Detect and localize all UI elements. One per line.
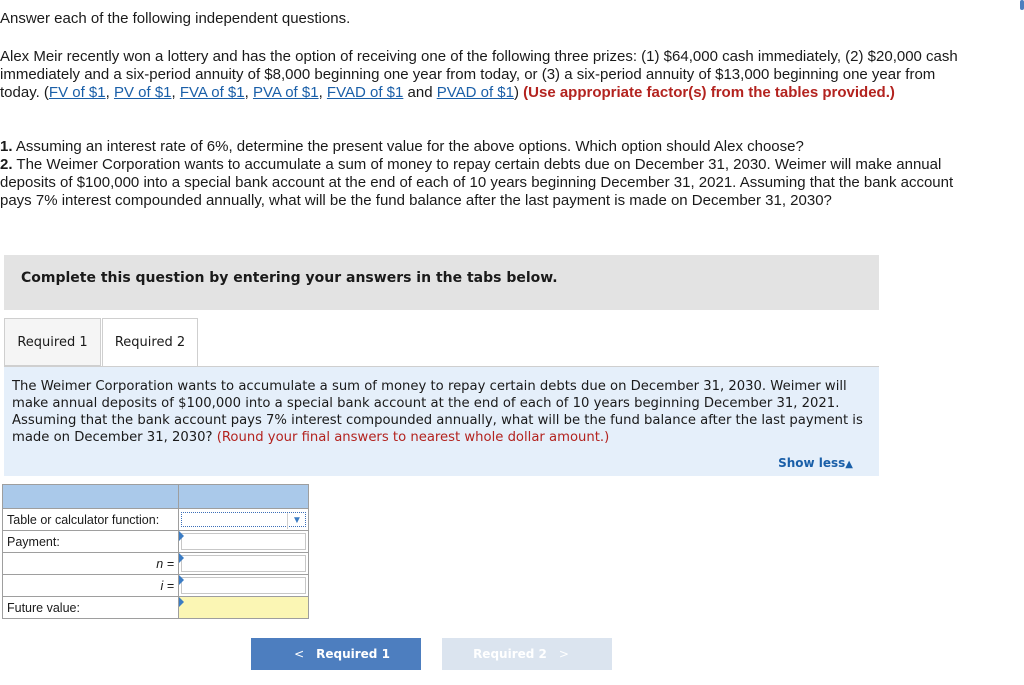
answer-table [2, 484, 309, 619]
link-fv-of-1[interactable]: FV of $1 [48, 84, 106, 101]
table-row [3, 509, 309, 531]
chevron-left-icon: < [294, 647, 305, 661]
instruction-banner-text: Complete this question by entering your answers in the tabs below. [21, 270, 558, 286]
n-input[interactable] [179, 553, 309, 575]
panel-instruction: (Round your final answers to nearest whole dollar amount.) [216, 430, 610, 445]
table-header-row [3, 485, 309, 509]
i-input[interactable] [179, 575, 309, 597]
link-pvad-of-1[interactable]: PVAD of $1 [436, 84, 514, 101]
question-items [0, 138, 975, 210]
row-label: Table or calculator function: [3, 509, 179, 531]
table-row [3, 553, 309, 575]
show-less-link[interactable] [778, 456, 853, 470]
prev-label: Required 1 [316, 647, 390, 661]
payment-input[interactable] [179, 531, 309, 553]
item-number: 2. [0, 156, 13, 173]
row-label: Payment: [3, 531, 179, 553]
i-field[interactable] [181, 577, 306, 594]
link-fva-of-1[interactable]: FVA of $1 [179, 84, 245, 101]
link-separator: , [105, 84, 114, 101]
table-header-cell [3, 485, 179, 509]
tab-required-1[interactable]: Required 1 [4, 318, 101, 366]
table-note: (Use appropriate factor(s) from the tables provided.) [523, 84, 895, 101]
input-marker-icon [179, 597, 184, 607]
table-row [3, 531, 309, 553]
input-marker-icon [179, 531, 184, 541]
question-scenario [0, 48, 960, 102]
row-label: i = [3, 575, 179, 597]
table-row [3, 597, 309, 619]
link-pva-of-1[interactable]: PVA of $1 [252, 84, 319, 101]
row-label: Future value: [3, 597, 179, 619]
instruction-banner [4, 255, 879, 310]
triangle-up-icon: ▲ [845, 459, 853, 470]
input-marker-icon [179, 553, 184, 563]
table-header-cell [179, 485, 309, 509]
link-fvad-of-1[interactable]: FVAD of $1 [326, 84, 404, 101]
item-number: 1. [0, 138, 13, 155]
next-required-button[interactable] [442, 638, 612, 670]
payment-field[interactable] [181, 533, 306, 550]
question-item-1 [0, 138, 975, 156]
item-text: The Weimer Corporation wants to accumulate a sum of money to repay certain debts due on December 31, 2030. Weimer will make annual deposits of $100,000 into a special bank account at the end of each of 10 years beginning December 31, 2021. Assuming that the bank account pays 7% interest compounded annually, what will be the fund balance after the last payment is made on December 31, 2030? [0, 156, 954, 209]
link-separator: and [403, 84, 437, 101]
function-select[interactable] [179, 509, 309, 531]
prev-required-button[interactable] [251, 638, 421, 670]
input-marker-icon [179, 575, 184, 585]
question-intro: Answer each of the following independent questions. [0, 10, 351, 27]
item-text: Assuming an interest rate of 6%, determine the present value for the above options. Which option should Alex choose? [12, 138, 804, 155]
tab-panel [4, 366, 879, 476]
chevron-down-icon[interactable]: ▼ [287, 513, 306, 529]
link-separator: ) [513, 84, 524, 101]
tab-required-2[interactable]: Required 2 [102, 318, 198, 367]
next-label: Required 2 [473, 647, 547, 661]
show-less-label: Show less [778, 456, 846, 470]
row-label: n = [3, 553, 179, 575]
link-separator: , [318, 84, 327, 101]
panel-question-text: The Weimer Corporation wants to accumulate a sum of money to repay certain debts due on December 31, 2030. Weimer will make annual deposits of $100,000 into a special bank account at the end of each of 10 years beginning December 31, 2021. Assuming that the bank account pays 7% interest compounded annually, what will be the fund balance after the last payment is made on December 31, 2030? [12, 379, 863, 445]
link-separator: , [244, 84, 253, 101]
link-pv-of-1[interactable]: PV of $1 [113, 84, 172, 101]
chevron-right-icon: > [558, 647, 569, 661]
future-value-input[interactable] [179, 597, 309, 619]
scenario-text: Alex Meir recently won a lottery and has the option of receiving one of the following three prizes: (1) $64,000 cash immediately, (2) $20,000 cash immediately and a six-period annuity of $8,000 beginning one year from today, or (3) a six-period annuity of $13,000 beginning one year from today. ( [0, 48, 958, 101]
question-item-2 [0, 156, 975, 210]
panel-question [12, 378, 874, 446]
scroll-indicator [1020, 0, 1024, 10]
link-separator: , [171, 84, 180, 101]
table-row [3, 575, 309, 597]
n-field[interactable] [181, 555, 306, 572]
